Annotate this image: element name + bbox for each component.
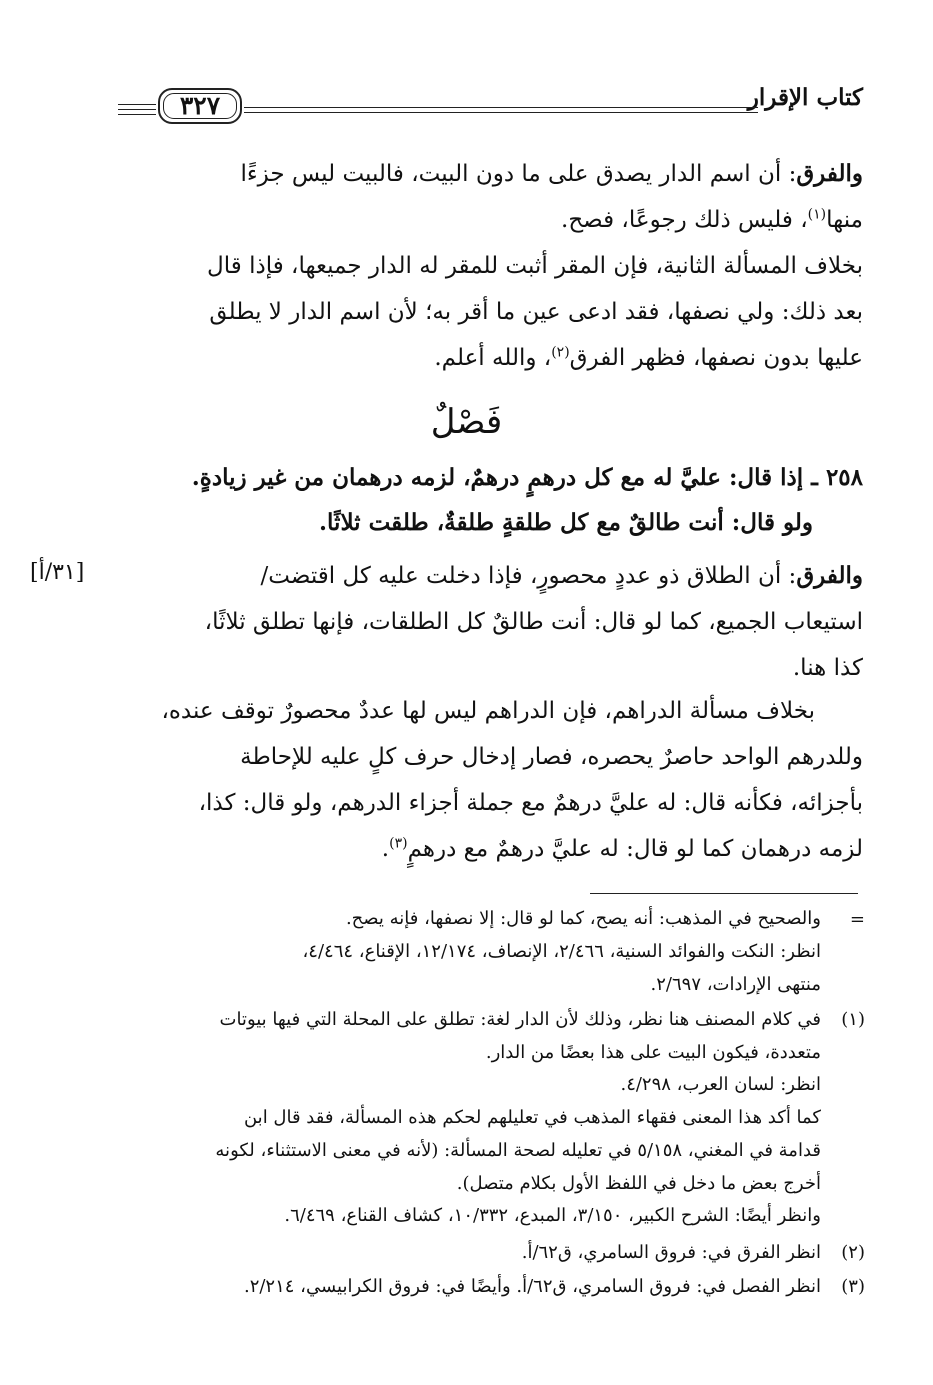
footnote-line: منتهى الإرادات، ٢/٦٩٧.: [650, 974, 821, 995]
header-rule-upper: [244, 107, 758, 108]
body-line: استيعاب الجميع، كما لو قال: أنت طالقٌ كل الطلقات، فإنها تطلق ثلاثًا،: [204, 609, 863, 635]
header-rule-lower: [244, 112, 758, 113]
footnote-separator: [590, 893, 858, 894]
page-number: ٣٢٧: [158, 88, 242, 124]
body-line: لزمه درهمان كما لو قال: له عليَّ درهمٌ مع درهمٍ$^{(٣)}$.: [381, 835, 863, 862]
manuscript-folio-ref: [٣١/أ]: [30, 560, 85, 585]
footnote-line: متعددة، فيكون البيت على هذا بعضًا من الدار.: [485, 1042, 821, 1063]
footnote-number: (٣): [841, 1276, 865, 1297]
body-line: بخلاف المسألة الثانية، فإن المقر أثبت للمقر له الدار جميعها، فإذا قال: [207, 253, 863, 279]
body-line: منها$^{(١)}$، فليس ذلك رجوعًا، فصح.: [561, 206, 863, 233]
body-line: بأجزائه، فكأنه قال: له عليَّ درهمٌ مع جملة أجزاء الدرهم، ولو قال: كذا،: [198, 790, 863, 816]
footnote-line: انظر الفرق في: فروق السامري، ق٦٢/أ.: [521, 1242, 821, 1263]
footnote-ref: (٣): [389, 835, 408, 852]
issue-line: ٢٥٨ ـ إذا قال: عليَّ له مع كل درهمٍ درهمٌ، لزمه درهمان من غير زيادةٍ.: [191, 464, 863, 491]
paragraph-label: والفرق: [796, 160, 863, 187]
issue-line: ولو قال: أنت طالقٌ مع كل طلقةٍ طلقةٌ، طلقت ثلاثًا.: [319, 509, 813, 536]
footnote-line: كما أكد هذا المعنى فقهاء المذهب في تعليلهم لحكم هذه المسألة، فقد قال ابن: [243, 1107, 821, 1128]
body-line: بعد ذلك: ولي نصفها، فقد ادعى عين ما أقر به؛ لأن اسم الدار لا يطلق: [209, 299, 863, 325]
footnote-ref: (٢): [551, 344, 570, 361]
body-line: والفرق: أن اسم الدار يصدق على ما دون البيت، فالبيت ليس جزءًا: [240, 160, 863, 187]
body-line: وللدرهم الواحد حاصرٌ يحصره، فصار إدخال حرف كلٍ عليه للإحاطة: [240, 744, 863, 770]
footnote-line: انظر الفصل في: فروق السامري، ق٦٢/أ. وأيضًا في: فروق الكرابيسي، ٢/٢١٤.: [243, 1276, 821, 1297]
header-rule-left-3: [118, 114, 156, 115]
section-heading: فَصْلٌ: [430, 402, 503, 442]
footnote-number: (٢): [841, 1242, 865, 1263]
footnote-line: انظر: النكت والفوائد السنية، ٢/٤٦٦، الإنصاف، ١٢/١٧٤، الإقناع، ٤/٤٦٤،: [302, 941, 821, 962]
header-rule-left-1: [118, 104, 156, 105]
body-line: كذا هنا.: [792, 655, 863, 681]
footnote-line: والصحيح في المذهب: أنه يصح، كما لو قال: إلا نصفها، فإنه يصح.: [345, 908, 821, 929]
footnote-line: في كلام المصنف هنا نظر، وذلك لأن الدار لغة: تطلق على المحلة التي فيها بيوتات: [219, 1009, 821, 1030]
running-header-title: كتاب الإقرار: [747, 84, 863, 111]
footnote-number: (١): [841, 1009, 865, 1030]
footnote-line: قدامة في المغني، ٥/١٥٨ في تعليله لصحة المسألة: (لأنه في معنى الاستثناء، لكونه: [215, 1140, 821, 1161]
footnote-ref: (١): [807, 206, 827, 223]
body-line: والفرق: أن الطلاق ذو عددٍ محصورٍ، فإذا دخلت عليه كل اقتضت/: [260, 562, 863, 589]
footnote-line: أخرج بعض ما دخل في اللفظ الأول بكلام متصل).: [456, 1173, 821, 1194]
body-line: بخلاف مسألة الدراهم، فإن الدراهم ليس لها عددٌ محصورٌ توقف عنده،: [161, 698, 815, 724]
body-line: عليها بدون نصفها، فظهر الفرق$^{(٢)}$، والله أعلم.: [434, 344, 863, 371]
footnote-line: انظر: لسان العرب، ٤/٢٩٨.: [620, 1074, 821, 1095]
paragraph-label: والفرق: [796, 562, 863, 589]
header-rule-left-2: [118, 109, 156, 110]
footnote-line: وانظر أيضًا: الشرح الكبير، ٣/١٥٠، المبدع، ١٠/٣٣٢، كشاف القناع، ٦/٤٦٩.: [284, 1205, 821, 1226]
footnote-continuation-mark: =: [849, 909, 865, 930]
